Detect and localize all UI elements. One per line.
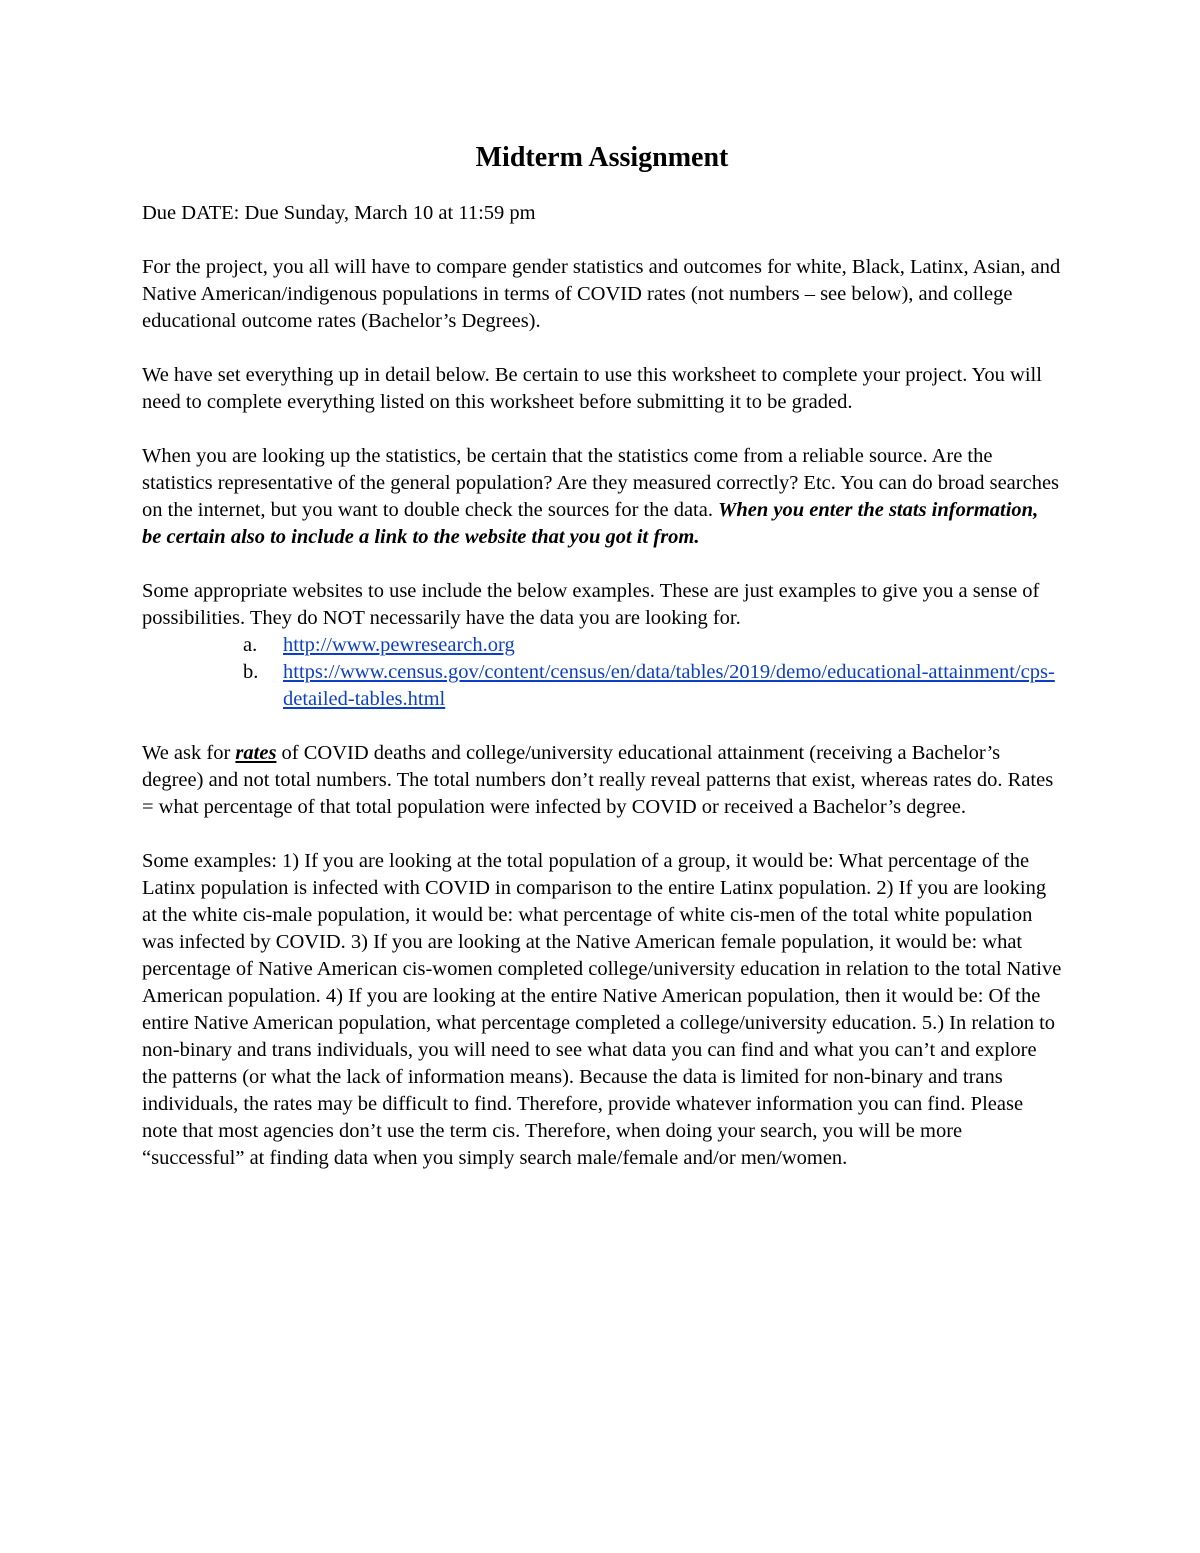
website-links-list bbox=[142, 632, 1062, 713]
paragraph-project-overview: For the project, you all will have to compare gender statistics and outcomes for white, Black, Latinx, Asian, and Native American/indigenous populations in terms of COVID rates (not numbers – see below), and college educational outcome rates (Bachelor’s Degrees). bbox=[142, 256, 1061, 332]
paragraph-worksheet-instructions: We have set everything up in detail below. Be certain to use this worksheet to complete your project. You will need to complete everything listed on this worksheet before submitting it to be graded. bbox=[142, 364, 1042, 413]
include-link-emphasis: When you enter the stats information, be certain also to include a link to the website that you got it from. bbox=[142, 499, 1039, 548]
list-item bbox=[142, 659, 1062, 713]
list-marker: b. bbox=[243, 661, 259, 683]
paragraph-examples: Some examples: 1) If you are looking at the total population of a group, it would be: What percentage of the Latinx population is infected with COVID in comparison to the entire Latinx population. 2) If you are looking at the white cis-male population, it would be: what percentage of white cis-men of the total white population was infected by COVID. 3) If you are looking at the Native American female population, it would be: what percentage of Native American cis-women completed college/university education in relation to the total Native American population. 4) If you are looking at the entire Native American population, then it would be: Of the entire Native American population, what percentage completed a college/university education. 5.) In relation to non-binary and trans individuals, you will need to see what data you can find and what you can’t and explore the patterns (or what the lack of information means). Because the data is limited for non-binary and trans individuals, the rates may be difficult to find. Therefore, provide whatever information you can find. Please note that most agencies don’t use the term cis. Therefore, when doing your search, you will be more “successful” at finding data when you simply search male/female and/or men/women. bbox=[142, 850, 1062, 1169]
pewresearch-link[interactable]: http://www.pewresearch.org bbox=[283, 634, 515, 656]
rates-text-after: of COVID deaths and college/university educational attainment (receiving a Bachelor’s degree) and not total numbers. The total numbers don’t really reveal patterns that exist, whereas rates do. Rates = what percentage of that total population were infected by COVID or received a Bachelor’s degree. bbox=[142, 742, 1054, 818]
list-item bbox=[142, 632, 1062, 659]
due-date-line: Due DATE: Due Sunday, March 10 at 11:59 pm bbox=[142, 202, 536, 224]
document-body bbox=[142, 138, 1062, 1199]
census-link[interactable]: https://www.census.gov/content/census/en/data/tables/2019/demo/educational-attainment/cps-detailed-tables.html bbox=[283, 661, 1055, 710]
rates-emphasis: rates bbox=[235, 742, 277, 764]
reliable-sources-text: When you are looking up the statistics, be certain that the statistics come from a reliable source. Are the statistics representative of the general population? Are they measured correctly? Etc. You can do broad searches on the internet, but you want to double check the sources for the data. bbox=[142, 445, 1060, 521]
document-title: Midterm Assignment bbox=[475, 142, 729, 173]
rates-text-before: We ask for bbox=[142, 742, 236, 764]
paragraph-websites-intro: Some appropriate websites to use include the below examples. These are just examples to give you a sense of possibilities. They do NOT necessarily have the data you are looking for. bbox=[142, 580, 1040, 629]
list-marker: a. bbox=[243, 634, 258, 656]
paragraph-reliable-sources bbox=[142, 443, 1062, 551]
paragraph-rates-explanation bbox=[142, 740, 1062, 821]
